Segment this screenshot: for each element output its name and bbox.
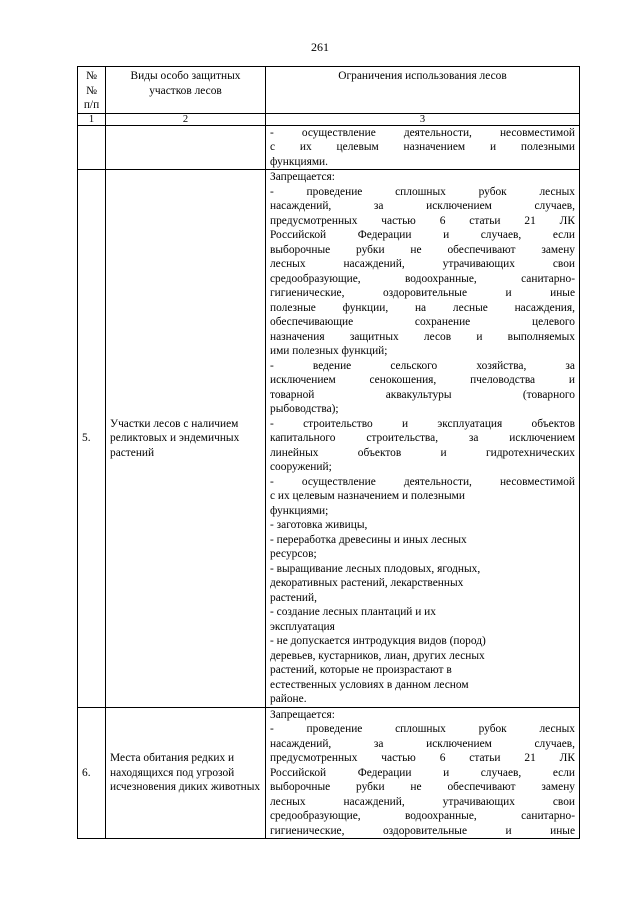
text-line: гигиенические, оздоровительные и иные: [270, 287, 575, 299]
header-number: №№ п/п: [78, 67, 106, 114]
text-line: декоративных растений, лекарственных: [270, 577, 464, 589]
text-line: гигиенические, оздоровительные и иные: [270, 824, 575, 837]
table-row-continuation: [78, 125, 580, 170]
text-line: - переработка древесины и иных лесных: [270, 533, 467, 546]
row-number: [78, 125, 106, 170]
text-line: - ведение сельского хозяйства, за: [270, 359, 575, 372]
restrictions-cell: [266, 707, 580, 839]
text-line: функциями.: [270, 155, 329, 168]
column-number-row: [78, 113, 580, 125]
text-line: выборочные рубки не обеспечивают замену: [270, 781, 575, 793]
text-line: насаждений, за исключением случаев,: [270, 200, 575, 212]
header-forest-type: Виды особо защитных участков лесов: [106, 67, 266, 114]
text-line: Российской Федерации и случаев, если: [270, 766, 575, 779]
page-number: 261: [311, 40, 329, 54]
text-line: ресурсов;: [270, 548, 317, 560]
text-line: Запрещается:: [270, 708, 335, 721]
text-line: полезные функции, на лесные насаждения,: [270, 301, 575, 314]
text-line: - не допускается интродукция видов (пород): [270, 635, 486, 647]
text-line: обеспечивающие сохранение целевого: [270, 316, 575, 328]
forest-type-cell: Участки лесов с наличием реликтовых и эндемичных растений: [106, 170, 266, 708]
restrictions-cell: [266, 125, 580, 170]
forest-type-cell: [106, 125, 266, 170]
text-line: - проведение сплошных рубок лесных: [270, 723, 575, 735]
text-line: Запрещается:: [270, 171, 335, 183]
text-line: рыбоводства);: [270, 403, 339, 415]
text-line: - выращивание лесных плодовых, ягодных,: [270, 562, 481, 575]
text-line: сооружений;: [270, 461, 332, 473]
restrictions-cell: [266, 170, 580, 708]
text-line: товарной аквакультуры (товарного: [270, 388, 575, 401]
row-number: 5.: [78, 170, 106, 708]
text-line: средообразующие, водоохранные, санитарно-: [270, 272, 575, 285]
text-line: - создание лесных плантаций и их: [270, 606, 436, 618]
row-number: 6.: [78, 707, 106, 839]
text-line: предусмотренных частью 6 статьи 21 ЛК: [270, 752, 575, 764]
text-line: - заготовка живицы,: [270, 519, 368, 531]
text-line: с их целевым назначением и полезными: [270, 490, 465, 502]
table-row-5: [78, 170, 580, 708]
text-line: средообразующие, водоохранные, санитарно-: [270, 810, 575, 822]
text-line: - строительство и эксплуатация объектов: [270, 417, 575, 430]
text-line: - проведение сплошных рубок лесных: [270, 185, 575, 198]
forest-type-cell: Места обитания редких и находящихся под угрозой исчезновения диких животных: [106, 707, 266, 839]
text-line: функциями;: [270, 504, 329, 517]
text-line: с их целевым назначением и полезными: [270, 141, 575, 153]
text-line: выборочные рубки не обеспечивают замену: [270, 243, 575, 256]
text-line: - осуществление деятельности, несовместимой: [270, 126, 575, 139]
text-line: растений,: [270, 591, 317, 604]
text-line: деревьев, кустарников, лиан, других лесных: [270, 649, 485, 662]
column-number: 1: [78, 113, 106, 125]
text-line: эксплуатация: [270, 620, 335, 633]
text-line: предусмотренных частью 6 статьи 21 ЛК: [270, 214, 575, 227]
text-line: исключением сенокошения, пчеловодства и: [270, 374, 575, 386]
text-line: - осуществление деятельности, несовместимой: [270, 475, 575, 488]
header-restrictions: Ограничения использования лесов: [266, 67, 580, 114]
text-line: линейных объектов и гидротехнических: [270, 446, 575, 459]
text-line: районе.: [270, 693, 307, 705]
column-number: 2: [106, 113, 266, 125]
forest-restrictions-table: [77, 66, 580, 839]
table-header-row: [78, 67, 580, 114]
text-line: капитального строительства, за исключением: [270, 432, 575, 444]
text-line: насаждений, за исключением случаев,: [270, 737, 575, 750]
text-line: естественных условиях в данном лесном: [270, 678, 469, 691]
text-line: лесных насаждений, утрачивающих свои: [270, 258, 575, 270]
text-line: Российской Федерации и случаев, если: [270, 229, 575, 241]
text-line: растений, которые не произрастают в: [270, 664, 452, 676]
text-line: ими полезных функций;: [270, 345, 388, 357]
table-row-6: [78, 707, 580, 839]
text-line: назначения защитных лесов и выполняемых: [270, 330, 575, 343]
column-number: 3: [266, 113, 580, 125]
text-line: лесных насаждений, утрачивающих свои: [270, 795, 575, 808]
